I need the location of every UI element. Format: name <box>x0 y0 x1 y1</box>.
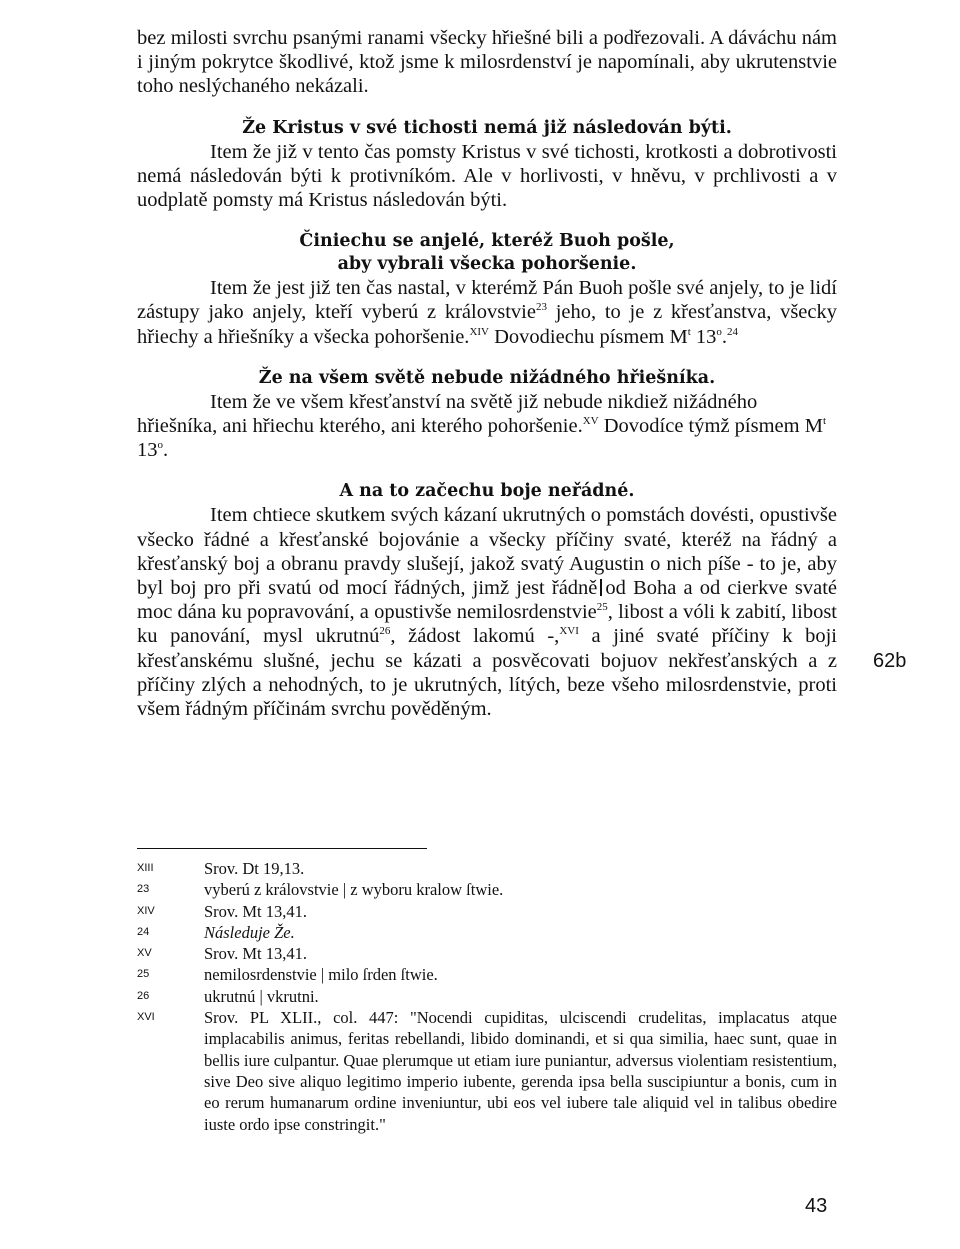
footnote-text: Srov. Dt 19,13. <box>204 859 305 878</box>
paragraph-5-text-c: , libost a vóli k zabití, libost ku panování, mysl ukrutnú <box>137 601 837 648</box>
footnote-item <box>137 879 837 900</box>
footnote-ref-23[interactable]: 23 <box>535 301 547 314</box>
paragraph-2: Item že již v tento čas pomsty Kristus v své tichosti, krotkosti a dobrotivosti nemá následován býti k protivníkóm. Ale v horlivosti, v hněvu, v prchlivosti a v uodplatě pomsty má Kristus následován býti. <box>137 140 837 212</box>
heading-2 <box>137 230 837 276</box>
footnote-item <box>137 1007 837 1135</box>
footnote-item <box>137 964 837 985</box>
paragraph-3 <box>137 276 837 349</box>
page-number: 43 <box>805 1195 828 1217</box>
paragraph-5-text-d: , žádost lakomú -, <box>390 625 560 648</box>
paragraph-3-text-c: Dovodiechu písmem M <box>489 325 688 348</box>
footnote-divider <box>137 848 427 849</box>
superscript-t: t <box>687 325 691 338</box>
paragraph-5-text-e: a jiné svaté příčiny k boji křesťanskému slušné, jechu se kázati a posvěcovati bojuov nekřesťanských a z příčiny zlých a nehodných, to je ukrutných, lítých, beze všeho milosrdenstvie, proti všem řádným příčinám svrchu pověděným. <box>137 625 837 721</box>
paragraph-5 <box>137 503 837 721</box>
footnote-text: ukrutnú | vkrutni. <box>204 986 319 1006</box>
heading-2-line-2: aby vybrali všecka pohoršenie. <box>337 254 637 275</box>
footnote-mark: 26 <box>137 989 150 1002</box>
footnotes <box>137 858 837 1135</box>
paragraph-1: bez milosti svrchu psanými ranami všecky hřiešné bili a podřezovali. A dáváchu nám i jiným pokrytce škodlivé, ktož jsme k milosrdenství je napomínali, aby ukrutenstvie toho neslýchaného nekázali. <box>137 27 837 98</box>
paragraph-3-text-d: 13 <box>690 325 717 348</box>
paragraph-4-text-c: 13 <box>137 439 158 462</box>
footnote-text: Srov. Mt 13,41. <box>204 944 307 964</box>
heading-3: Že na všem světě nebude nižádného hřiešníka. <box>258 367 716 388</box>
superscript-t: t <box>822 415 827 428</box>
footnote-text: Srov. Mt 13,41. <box>204 901 307 921</box>
heading-1: Že Kristus v své tichosti nemá již následován býti. <box>242 117 732 138</box>
paragraph-3-text-a: Item že jest již ten čas nastal, v kterémž Pán Buoh pošle své anjely, to je lidí zástupy jako anjely, kteří vyberú z královstvie <box>137 277 837 324</box>
footnote-mark: 23 <box>137 883 150 896</box>
paragraph-4 <box>137 390 837 463</box>
footnote-ref-26[interactable]: 26 <box>379 625 391 638</box>
footnote-ref-xiv[interactable]: XIV <box>469 325 489 338</box>
footnote-text: Srov. PL XLII., col. 447: "Nocendi cupiditas, ulciscendi crudelitas, implacatus atque implacabilis animus, feritas rebellandi, libido dominandi, et si qua similia, haec sunt, quae in bellis iure culpantur. Quae plerumque ut etiam iure puniantur, adversus violentiam resistentium, sive Deo sive aliquo legitimo imperio iubente, gerenda ipsa bella suscipiuntur a bonis, cum in eo rerum humanarum ordine inveniuntur, ubi eos vel iubere tale aliquid vel in talibus obedire iuste ordo ipse constringit." <box>204 1008 837 1134</box>
footnote-ref-25[interactable]: 25 <box>596 601 608 614</box>
paragraph-5-text-b: od Boha a od cierkve svaté moc dána ku popravování, a opustivše nemilosrdenstvie <box>137 577 837 624</box>
footnote-text: Následuje Že. <box>204 922 295 942</box>
footnote-item <box>137 986 837 1007</box>
footnote-ref-xv[interactable]: XV <box>582 415 599 428</box>
paragraph-4-text-d: . <box>163 439 169 462</box>
footnote-item <box>137 922 837 943</box>
superscript-o: o <box>716 325 722 338</box>
footnote-ref-xvi[interactable]: XVI <box>559 625 579 638</box>
footnote-item <box>137 901 837 922</box>
paragraph-3-text-b: jeho, to je z křesťanstva, všecky hřiechy a hřiešníky a všecka pohoršenie. <box>137 301 838 348</box>
paragraph-5-text-a: Item chtiece skutkem svých kázaní ukrutných o pomstách dovésti, opustivše všecko řádné a křesťanské bojovánie a všecky příčiny svaté, kteréž na řádný a křesťanský boj a obranu pravdy slušejí, jakož svatý Augustin o nich píše - to je, aby byl boj pro při svatú od mocí řádných, jimž jest řádně <box>137 504 837 600</box>
footnote-ref-24[interactable]: 24 <box>727 325 739 338</box>
paragraph-3-text-e: . <box>721 325 728 348</box>
folio-break-bar <box>600 579 602 596</box>
footnote-item <box>137 858 837 879</box>
paragraph-4-text-b: Dovodíce týmž písmem M <box>598 415 823 438</box>
footnote-mark: 24 <box>137 925 150 938</box>
heading-2-line-1: Činiechu se anjelé, kteréž Buoh pošle, <box>299 231 675 252</box>
footnote-text: vyberú z královstvie | z wyboru kralow ſtwie. <box>204 880 504 900</box>
paragraph-4-text-a: Item že ve všem křesťanství na světě již nebude nikdiež nižádného hřiešníka, ani hřiechu kterého, ani kterého pohoršenie. <box>137 390 758 438</box>
footnote-mark: XV <box>137 947 152 960</box>
footnote-item <box>137 943 837 964</box>
superscript-o: o <box>157 439 163 452</box>
footnote-mark: XIV <box>137 904 155 917</box>
margin-folio: 62b <box>873 650 907 672</box>
footnote-mark: XVI <box>137 1011 155 1024</box>
footnote-mark: XIII <box>137 862 154 874</box>
main-text <box>137 26 837 721</box>
heading-4: A na to začechu boje neřádné. <box>339 481 635 502</box>
footnote-mark: 25 <box>137 968 150 981</box>
footnote-text: nemilosrdenstvie | milo ſrden ſtwie. <box>204 965 438 985</box>
